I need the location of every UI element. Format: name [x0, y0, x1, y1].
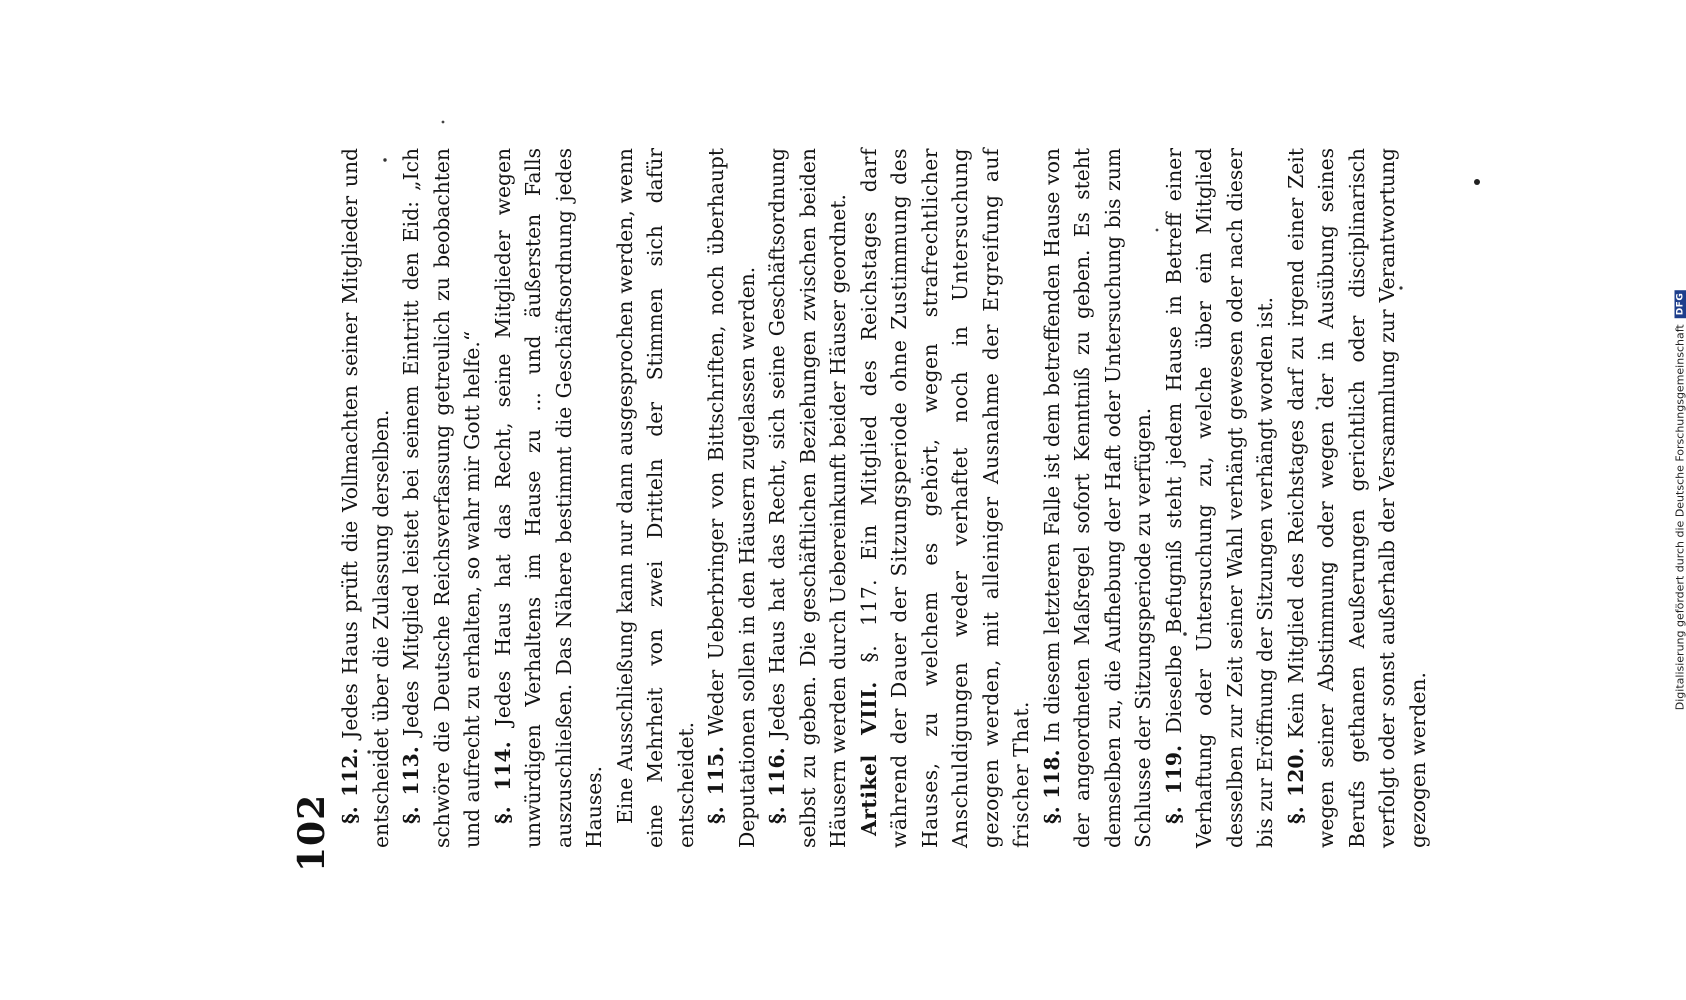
credit-text: Digitalisierung gefördert durch die Deutsche Forschungsgemeinschaft — [1673, 324, 1686, 711]
digitization-credit — [1674, 290, 1686, 710]
paragraph-112 — [335, 148, 396, 848]
paragraph-text: Kein Mitglied des Reichstages darf zu irgend einer Zeit wegen seiner Abstimmung oder wegen der in Ausübung seines Berufs gethanen Aeußerungen gerichtlich oder disciplinarisch verfolgt oder sonst außerhalb der Versammlung zur Verantwortung gezogen werden. — [1283, 147, 1430, 848]
paragraph-text: Dieselbe Befugniß steht jedem Hause in Betreff einer Verhaftung oder Untersuchung zu, welche über ein Mitglied desselben zur Zeit seiner Wahl verhängt gewesen oder nach dieser bis zur Eröffnung der Sitzungen verhängt worden ist. — [1161, 148, 1277, 848]
speck — [442, 121, 445, 124]
paragraph-120 — [1281, 148, 1434, 848]
dfg-logo: DFG — [1674, 290, 1686, 319]
paragraph-116 — [762, 148, 854, 848]
section-marker: §. 115. — [704, 745, 728, 824]
section-marker: §. 120. — [1283, 747, 1308, 824]
paragraph-text: Eine Ausschließung kann nur dann ausgesprochen werden, wenn eine Mehrheit von zwei Dritteln der Stimmen sich dafür entscheidet. — [612, 148, 698, 848]
section-marker: §. 118. — [1039, 749, 1064, 824]
scanned-page — [153, 80, 1533, 920]
paragraph-118 — [1037, 148, 1159, 848]
paragraph-115 — [701, 148, 762, 848]
paragraph-text: §. 117. Ein Mitglied des Reichstages darf während der Dauer der Sitzungsperiode ohne Zustimmung des Hauses, zu welchem es gehört, wegen strafrechtlicher Anschuldigungen weder verhaftet noch in Untersuchung gezogen werden, mit alleiniger Ausnahme der Ergreifung auf frischer That. — [856, 148, 1033, 848]
section-marker: §. 112. — [338, 747, 362, 824]
section-marker: §. 113. — [399, 746, 423, 824]
paragraph-text: Weder Ueberbringer von Bittschriften, noch überhaupt Deputationen sollen in den Häusern zugelassen werden. — [704, 147, 759, 848]
paragraph-119 — [1159, 148, 1281, 848]
paragraph-114 — [488, 148, 610, 848]
section-marker: §. 114. — [490, 741, 515, 824]
article-heading: Artikel VIII. — [856, 681, 881, 836]
paragraph-text: Jedes Haus hat das Recht, seine Mitglieder wegen unwürdigen Verhaltens im Hause zu ... und äußersten Falls auszuschließen. Das Nähere bestimmt die Geschäftsordnung jedes Hauses. — [490, 147, 606, 848]
paragraph-113 — [396, 148, 488, 848]
section-marker: §. 119. — [1161, 744, 1186, 824]
paragraph-article-viii — [854, 148, 1037, 848]
paragraph-text: Jedes Haus prüft die Vollmachten seiner Mitglieder und entscheidet über die Zulassung derselben. — [338, 147, 393, 848]
paragraph-text: Jedes Mitglied leistet bei seinem Eintritt den Eid: „Ich schwöre die Deutsche Reichsverfassung getreulich zu beobachten und aufrecht zu erhalten, so wahr mir Gott helfe.“ — [399, 147, 484, 848]
page-number: 102 — [291, 793, 333, 872]
speck — [1474, 179, 1480, 185]
body-text — [335, 148, 1433, 848]
paragraph-text: In diesem letzteren Falle ist dem betreffenden Hause von der angeordneten Maßregel sofort Kenntniß zu geben. Es steht demselben zu, die Aufhebung der Haft oder Untersuchung bis zum Schlusse der Sitzungsperiode zu verfügen. — [1039, 148, 1155, 848]
paragraph-text: Jedes Haus hat das Recht, sich seine Geschäftsordnung selbst zu geben. Die geschäftlichen Beziehungen zwischen beiden Häusern werden durch Uebereinkunft beider Häuser geordnet. — [765, 148, 850, 848]
section-marker: §. 116. — [765, 747, 789, 824]
paragraph-114-cont — [610, 148, 702, 848]
